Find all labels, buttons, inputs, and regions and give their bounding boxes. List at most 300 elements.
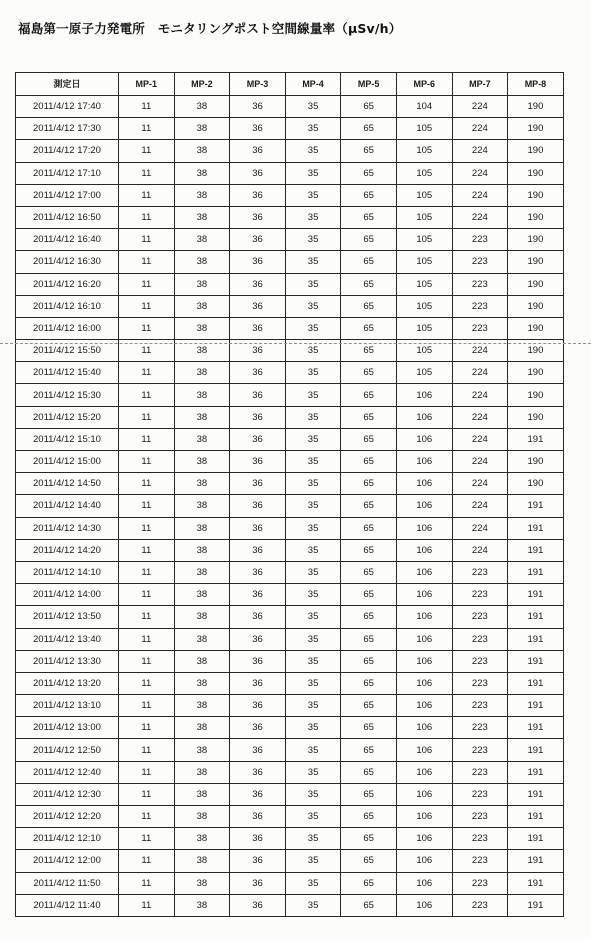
cell-mp-5: 65 — [341, 495, 397, 517]
cell-mp-2: 38 — [174, 628, 230, 650]
cell-mp-1: 11 — [119, 251, 175, 273]
cell-mp-4: 35 — [285, 894, 341, 916]
cell-mp-4: 35 — [285, 872, 341, 894]
cell-mp-4: 35 — [285, 473, 341, 495]
cell-mp-1: 11 — [119, 340, 175, 362]
cell-mp-7: 224 — [452, 206, 508, 228]
cell-mp-4: 35 — [285, 495, 341, 517]
cell-mp-1: 11 — [119, 162, 175, 184]
cell-mp-1: 11 — [119, 140, 175, 162]
cell-mp-8: 191 — [508, 806, 564, 828]
column-header-mp-7: MP-7 — [452, 73, 508, 96]
cell-mp-6: 106 — [396, 473, 452, 495]
cell-date: 2011/4/12 14:40 — [16, 495, 119, 517]
cell-mp-4: 35 — [285, 384, 341, 406]
cell-mp-6: 106 — [396, 828, 452, 850]
cell-mp-3: 36 — [230, 295, 286, 317]
cell-mp-4: 35 — [285, 672, 341, 694]
cell-date: 2011/4/12 17:40 — [16, 96, 119, 118]
table-row — [16, 850, 564, 872]
cell-date: 2011/4/12 16:50 — [16, 206, 119, 228]
table-header — [16, 73, 564, 96]
table-row — [16, 584, 564, 606]
table-row — [16, 451, 564, 473]
cell-date: 2011/4/12 11:50 — [16, 872, 119, 894]
table-row — [16, 384, 564, 406]
cell-mp-6: 106 — [396, 695, 452, 717]
cell-mp-5: 65 — [341, 251, 397, 273]
cell-mp-7: 224 — [452, 539, 508, 561]
cell-mp-4: 35 — [285, 628, 341, 650]
table-row — [16, 517, 564, 539]
table-row — [16, 628, 564, 650]
cell-mp-7: 224 — [452, 96, 508, 118]
cell-mp-8: 191 — [508, 517, 564, 539]
cell-mp-2: 38 — [174, 606, 230, 628]
cell-mp-6: 106 — [396, 495, 452, 517]
cell-mp-6: 105 — [396, 273, 452, 295]
cell-mp-3: 36 — [230, 806, 286, 828]
cell-date: 2011/4/12 14:20 — [16, 539, 119, 561]
cell-mp-8: 190 — [508, 384, 564, 406]
cell-mp-8: 191 — [508, 695, 564, 717]
column-header-mp-8: MP-8 — [508, 73, 564, 96]
cell-mp-5: 65 — [341, 828, 397, 850]
cell-mp-7: 223 — [452, 850, 508, 872]
cell-mp-7: 223 — [452, 317, 508, 339]
cell-mp-4: 35 — [285, 317, 341, 339]
cell-date: 2011/4/12 15:40 — [16, 362, 119, 384]
radiation-dose-table — [15, 72, 564, 917]
cell-mp-8: 191 — [508, 495, 564, 517]
cell-mp-4: 35 — [285, 584, 341, 606]
cell-mp-8: 190 — [508, 340, 564, 362]
cell-mp-2: 38 — [174, 539, 230, 561]
cell-mp-6: 104 — [396, 96, 452, 118]
cell-mp-5: 65 — [341, 473, 397, 495]
cell-mp-5: 65 — [341, 584, 397, 606]
cell-mp-5: 65 — [341, 717, 397, 739]
cell-mp-7: 223 — [452, 229, 508, 251]
cell-mp-4: 35 — [285, 606, 341, 628]
cell-mp-8: 190 — [508, 162, 564, 184]
cell-mp-3: 36 — [230, 872, 286, 894]
cell-mp-2: 38 — [174, 561, 230, 583]
cell-mp-6: 105 — [396, 206, 452, 228]
cell-mp-4: 35 — [285, 273, 341, 295]
cell-mp-1: 11 — [119, 650, 175, 672]
cell-mp-6: 106 — [396, 517, 452, 539]
cell-mp-7: 224 — [452, 495, 508, 517]
cell-mp-5: 65 — [341, 872, 397, 894]
cell-mp-2: 38 — [174, 140, 230, 162]
cell-mp-8: 191 — [508, 650, 564, 672]
cell-mp-1: 11 — [119, 273, 175, 295]
cell-mp-3: 36 — [230, 650, 286, 672]
table-row — [16, 539, 564, 561]
cell-mp-2: 38 — [174, 273, 230, 295]
cell-mp-7: 223 — [452, 672, 508, 694]
cell-mp-1: 11 — [119, 184, 175, 206]
cell-mp-3: 36 — [230, 428, 286, 450]
cell-mp-3: 36 — [230, 783, 286, 805]
cell-mp-3: 36 — [230, 340, 286, 362]
cell-mp-5: 65 — [341, 206, 397, 228]
cell-mp-5: 65 — [341, 317, 397, 339]
cell-mp-7: 223 — [452, 561, 508, 583]
cell-mp-7: 224 — [452, 451, 508, 473]
cell-mp-3: 36 — [230, 406, 286, 428]
cell-mp-4: 35 — [285, 806, 341, 828]
cell-mp-8: 190 — [508, 273, 564, 295]
cell-mp-8: 191 — [508, 584, 564, 606]
table-row — [16, 229, 564, 251]
cell-mp-4: 35 — [285, 517, 341, 539]
cell-mp-3: 36 — [230, 206, 286, 228]
cell-mp-5: 65 — [341, 273, 397, 295]
cell-mp-1: 11 — [119, 495, 175, 517]
cell-mp-3: 36 — [230, 273, 286, 295]
cell-mp-4: 35 — [285, 717, 341, 739]
cell-mp-8: 191 — [508, 606, 564, 628]
cell-mp-1: 11 — [119, 761, 175, 783]
cell-mp-5: 65 — [341, 850, 397, 872]
cell-mp-1: 11 — [119, 606, 175, 628]
cell-mp-4: 35 — [285, 850, 341, 872]
cell-mp-8: 190 — [508, 317, 564, 339]
cell-mp-4: 35 — [285, 783, 341, 805]
table-row — [16, 473, 564, 495]
cell-mp-8: 191 — [508, 872, 564, 894]
cell-mp-8: 190 — [508, 184, 564, 206]
cell-mp-5: 65 — [341, 894, 397, 916]
table-row — [16, 828, 564, 850]
cell-mp-3: 36 — [230, 606, 286, 628]
cell-mp-1: 11 — [119, 806, 175, 828]
cell-mp-4: 35 — [285, 650, 341, 672]
cell-date: 2011/4/12 15:20 — [16, 406, 119, 428]
cell-mp-4: 35 — [285, 695, 341, 717]
cell-date: 2011/4/12 16:20 — [16, 273, 119, 295]
cell-mp-5: 65 — [341, 672, 397, 694]
cell-mp-3: 36 — [230, 628, 286, 650]
cell-date: 2011/4/12 12:50 — [16, 739, 119, 761]
table-row — [16, 495, 564, 517]
cell-mp-3: 36 — [230, 184, 286, 206]
table-row — [16, 295, 564, 317]
cell-mp-4: 35 — [285, 340, 341, 362]
cell-mp-2: 38 — [174, 96, 230, 118]
cell-mp-4: 35 — [285, 206, 341, 228]
cell-mp-1: 11 — [119, 473, 175, 495]
table-row — [16, 251, 564, 273]
table-row — [16, 428, 564, 450]
cell-mp-6: 106 — [396, 384, 452, 406]
cell-date: 2011/4/12 14:50 — [16, 473, 119, 495]
cell-mp-2: 38 — [174, 717, 230, 739]
cell-mp-5: 65 — [341, 517, 397, 539]
cell-mp-8: 191 — [508, 561, 564, 583]
cell-mp-2: 38 — [174, 828, 230, 850]
cell-mp-6: 106 — [396, 561, 452, 583]
cell-mp-4: 35 — [285, 140, 341, 162]
table-row — [16, 783, 564, 805]
column-header-mp-4: MP-4 — [285, 73, 341, 96]
table-row — [16, 606, 564, 628]
cell-mp-3: 36 — [230, 850, 286, 872]
cell-mp-6: 106 — [396, 406, 452, 428]
cell-mp-2: 38 — [174, 584, 230, 606]
cell-mp-1: 11 — [119, 850, 175, 872]
table-row — [16, 761, 564, 783]
cell-mp-1: 11 — [119, 828, 175, 850]
cell-date: 2011/4/12 15:00 — [16, 451, 119, 473]
cell-mp-7: 223 — [452, 695, 508, 717]
cell-mp-7: 223 — [452, 761, 508, 783]
cell-mp-3: 36 — [230, 495, 286, 517]
cell-date: 2011/4/12 13:30 — [16, 650, 119, 672]
cell-mp-3: 36 — [230, 894, 286, 916]
cell-mp-3: 36 — [230, 561, 286, 583]
cell-date: 2011/4/12 12:20 — [16, 806, 119, 828]
table-row — [16, 872, 564, 894]
cell-date: 2011/4/12 14:10 — [16, 561, 119, 583]
cell-mp-4: 35 — [285, 118, 341, 140]
cell-mp-6: 106 — [396, 428, 452, 450]
table-row — [16, 362, 564, 384]
cell-date: 2011/4/12 15:30 — [16, 384, 119, 406]
cell-mp-2: 38 — [174, 251, 230, 273]
cell-mp-8: 191 — [508, 828, 564, 850]
cell-mp-7: 223 — [452, 717, 508, 739]
cell-mp-1: 11 — [119, 739, 175, 761]
cell-mp-7: 223 — [452, 251, 508, 273]
cell-mp-2: 38 — [174, 672, 230, 694]
cell-mp-3: 36 — [230, 539, 286, 561]
cell-mp-1: 11 — [119, 317, 175, 339]
cell-mp-3: 36 — [230, 451, 286, 473]
cell-mp-2: 38 — [174, 850, 230, 872]
cell-date: 2011/4/12 13:10 — [16, 695, 119, 717]
cell-mp-1: 11 — [119, 517, 175, 539]
cell-mp-5: 65 — [341, 229, 397, 251]
cell-mp-1: 11 — [119, 539, 175, 561]
cell-mp-7: 223 — [452, 273, 508, 295]
cell-mp-1: 11 — [119, 384, 175, 406]
cell-mp-7: 223 — [452, 739, 508, 761]
cell-mp-6: 106 — [396, 451, 452, 473]
cell-mp-3: 36 — [230, 251, 286, 273]
cell-mp-8: 191 — [508, 539, 564, 561]
cell-mp-2: 38 — [174, 206, 230, 228]
cell-mp-5: 65 — [341, 428, 397, 450]
cell-mp-6: 106 — [396, 783, 452, 805]
cell-date: 2011/4/12 11:40 — [16, 894, 119, 916]
cell-mp-4: 35 — [285, 362, 341, 384]
cell-mp-1: 11 — [119, 406, 175, 428]
cell-mp-6: 106 — [396, 717, 452, 739]
cell-mp-4: 35 — [285, 229, 341, 251]
cell-mp-1: 11 — [119, 584, 175, 606]
table-row — [16, 96, 564, 118]
cell-mp-5: 65 — [341, 539, 397, 561]
cell-mp-4: 35 — [285, 428, 341, 450]
cell-mp-1: 11 — [119, 229, 175, 251]
cell-mp-3: 36 — [230, 96, 286, 118]
cell-mp-4: 35 — [285, 561, 341, 583]
cell-mp-7: 223 — [452, 650, 508, 672]
column-header-mp-3: MP-3 — [230, 73, 286, 96]
cell-mp-1: 11 — [119, 362, 175, 384]
table-row — [16, 406, 564, 428]
cell-mp-8: 191 — [508, 672, 564, 694]
cell-mp-1: 11 — [119, 628, 175, 650]
cell-mp-6: 106 — [396, 606, 452, 628]
cell-mp-1: 11 — [119, 118, 175, 140]
column-header-date: 測定日 — [16, 73, 119, 96]
column-header-mp-6: MP-6 — [396, 73, 452, 96]
table-row — [16, 561, 564, 583]
cell-mp-5: 65 — [341, 606, 397, 628]
cell-mp-2: 38 — [174, 872, 230, 894]
cell-mp-1: 11 — [119, 783, 175, 805]
cell-mp-6: 105 — [396, 162, 452, 184]
cell-mp-4: 35 — [285, 162, 341, 184]
cell-date: 2011/4/12 17:10 — [16, 162, 119, 184]
cell-mp-8: 191 — [508, 783, 564, 805]
cell-mp-7: 224 — [452, 140, 508, 162]
cell-mp-8: 191 — [508, 739, 564, 761]
cell-mp-1: 11 — [119, 428, 175, 450]
cell-date: 2011/4/12 17:20 — [16, 140, 119, 162]
cell-mp-2: 38 — [174, 473, 230, 495]
cell-mp-4: 35 — [285, 406, 341, 428]
cell-date: 2011/4/12 17:30 — [16, 118, 119, 140]
cell-mp-6: 106 — [396, 539, 452, 561]
table-row — [16, 894, 564, 916]
cell-mp-5: 65 — [341, 118, 397, 140]
cell-mp-6: 105 — [396, 140, 452, 162]
cell-mp-6: 105 — [396, 295, 452, 317]
cell-mp-2: 38 — [174, 451, 230, 473]
cell-mp-3: 36 — [230, 761, 286, 783]
cell-mp-5: 65 — [341, 340, 397, 362]
cell-mp-5: 65 — [341, 806, 397, 828]
cell-mp-2: 38 — [174, 428, 230, 450]
cell-mp-8: 190 — [508, 140, 564, 162]
cell-mp-8: 191 — [508, 717, 564, 739]
cell-mp-6: 106 — [396, 584, 452, 606]
column-header-mp-2: MP-2 — [174, 73, 230, 96]
cell-date: 2011/4/12 16:40 — [16, 229, 119, 251]
table-row — [16, 206, 564, 228]
cell-date: 2011/4/12 14:30 — [16, 517, 119, 539]
cell-mp-3: 36 — [230, 717, 286, 739]
cell-mp-3: 36 — [230, 695, 286, 717]
cell-date: 2011/4/12 12:40 — [16, 761, 119, 783]
cell-date: 2011/4/12 13:50 — [16, 606, 119, 628]
cell-mp-6: 106 — [396, 894, 452, 916]
table-row — [16, 340, 564, 362]
cell-mp-2: 38 — [174, 340, 230, 362]
cell-mp-7: 224 — [452, 340, 508, 362]
cell-mp-5: 65 — [341, 650, 397, 672]
cell-mp-7: 224 — [452, 428, 508, 450]
cell-mp-3: 36 — [230, 384, 286, 406]
cell-mp-2: 38 — [174, 229, 230, 251]
cell-mp-5: 65 — [341, 739, 397, 761]
cell-mp-7: 223 — [452, 894, 508, 916]
cell-mp-3: 36 — [230, 162, 286, 184]
cell-mp-1: 11 — [119, 672, 175, 694]
cell-mp-1: 11 — [119, 96, 175, 118]
table-row — [16, 118, 564, 140]
cell-mp-6: 106 — [396, 761, 452, 783]
cell-mp-8: 190 — [508, 362, 564, 384]
cell-mp-6: 106 — [396, 872, 452, 894]
cell-mp-2: 38 — [174, 495, 230, 517]
page-title: 福島第一原子力発電所 モニタリングポスト空間線量率（μSv/h） — [18, 21, 402, 36]
cell-mp-6: 105 — [396, 184, 452, 206]
cell-mp-3: 36 — [230, 140, 286, 162]
cell-mp-8: 190 — [508, 406, 564, 428]
cell-mp-8: 191 — [508, 850, 564, 872]
cell-mp-7: 223 — [452, 872, 508, 894]
cell-mp-7: 224 — [452, 362, 508, 384]
column-header-mp-5: MP-5 — [341, 73, 397, 96]
cell-mp-7: 223 — [452, 584, 508, 606]
cell-date: 2011/4/12 12:10 — [16, 828, 119, 850]
cell-date: 2011/4/12 16:30 — [16, 251, 119, 273]
cell-mp-7: 224 — [452, 406, 508, 428]
table-row — [16, 739, 564, 761]
cell-mp-2: 38 — [174, 739, 230, 761]
cell-mp-7: 224 — [452, 162, 508, 184]
cell-mp-6: 106 — [396, 628, 452, 650]
cell-mp-2: 38 — [174, 317, 230, 339]
table-row — [16, 273, 564, 295]
cell-mp-7: 223 — [452, 628, 508, 650]
cell-mp-7: 223 — [452, 295, 508, 317]
header-row — [16, 73, 564, 96]
cell-mp-1: 11 — [119, 717, 175, 739]
cell-mp-2: 38 — [174, 384, 230, 406]
cell-mp-2: 38 — [174, 695, 230, 717]
cell-mp-1: 11 — [119, 894, 175, 916]
cell-mp-2: 38 — [174, 295, 230, 317]
cell-mp-6: 105 — [396, 251, 452, 273]
cell-mp-6: 106 — [396, 806, 452, 828]
table-row — [16, 650, 564, 672]
cell-mp-6: 106 — [396, 850, 452, 872]
cell-mp-5: 65 — [341, 406, 397, 428]
cell-mp-4: 35 — [285, 295, 341, 317]
cell-mp-7: 224 — [452, 184, 508, 206]
cell-mp-8: 191 — [508, 894, 564, 916]
cell-mp-7: 224 — [452, 118, 508, 140]
cell-mp-6: 106 — [396, 672, 452, 694]
cell-mp-6: 105 — [396, 317, 452, 339]
cell-date: 2011/4/12 12:30 — [16, 783, 119, 805]
cell-mp-4: 35 — [285, 539, 341, 561]
cell-mp-5: 65 — [341, 695, 397, 717]
table-row — [16, 140, 564, 162]
cell-mp-4: 35 — [285, 184, 341, 206]
cell-mp-2: 38 — [174, 184, 230, 206]
cell-mp-8: 190 — [508, 206, 564, 228]
cell-mp-3: 36 — [230, 828, 286, 850]
cell-mp-4: 35 — [285, 828, 341, 850]
